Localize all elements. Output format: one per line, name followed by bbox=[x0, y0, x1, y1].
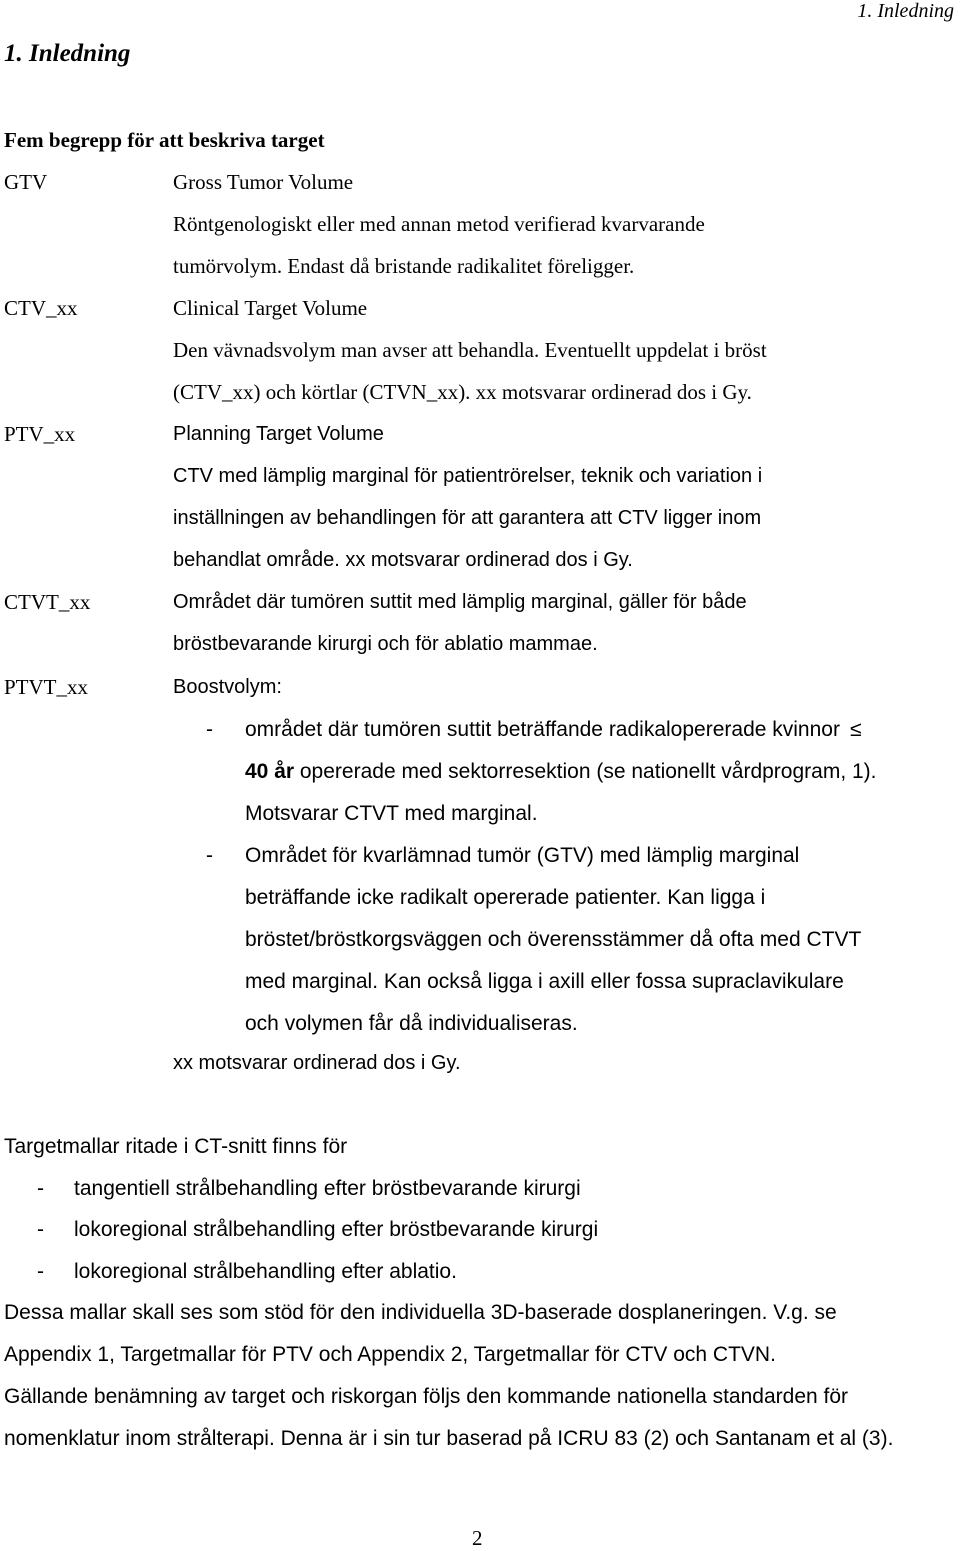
ptvt-bullet2-line: beträffande icke radikalt opererade patienter. Kan ligga i bbox=[245, 886, 766, 909]
bullet-dash: - bbox=[37, 1218, 44, 1241]
bullet-dash: - bbox=[37, 1177, 44, 1200]
gtv-line: Röntgenologiskt eller med annan metod verifierad kvarvarande bbox=[173, 212, 705, 236]
ptvt-closing: xx motsvarar ordinerad dos i Gy. bbox=[173, 1052, 461, 1074]
paragraph-line: Gällande benämning av target och riskorgan följs den kommande nationella standarden för bbox=[4, 1385, 849, 1408]
ptv-line: Planning Target Volume bbox=[173, 423, 384, 445]
term-ctvt: CTVT_xx bbox=[4, 590, 91, 614]
bullet-dash: - bbox=[206, 844, 213, 867]
less-equal-symbol: ≤ bbox=[849, 718, 862, 741]
age-bold: 40 år bbox=[245, 760, 295, 783]
term-ctv: CTV_xx bbox=[4, 296, 78, 320]
term-ptv: PTV_xx bbox=[4, 422, 76, 446]
chapter-title: 1. Inledning bbox=[4, 40, 131, 67]
gtv-line: Gross Tumor Volume bbox=[173, 170, 354, 194]
list-item: tangentiell strålbehandling efter bröstbevarande kirurgi bbox=[74, 1177, 581, 1200]
ptv-line: behandlat område. xx motsvarar ordinerad dos i Gy. bbox=[173, 549, 633, 571]
paragraph-line: Appendix 1, Targetmallar för PTV och Appendix 2, Targetmallar för CTV och CTVN. bbox=[4, 1343, 776, 1366]
term-gtv: GTV bbox=[4, 170, 48, 194]
running-header: 1. Inledning bbox=[857, 0, 954, 22]
ptv-line: inställningen av behandlingen för att garantera att CTV ligger inom bbox=[173, 507, 762, 529]
paragraph-line: Dessa mallar skall ses som stöd för den individuella 3D-baserade dosplaneringen. V.g. se bbox=[4, 1301, 837, 1324]
ctv-line: Den vävnadsvolym man avser att behandla. Eventuellt uppdelat i bröst bbox=[173, 338, 767, 362]
ptv-line: CTV med lämplig marginal för patientrörelser, teknik och variation i bbox=[173, 465, 763, 487]
ptvt-bullet1-line: Motsvarar CTVT med marginal. bbox=[245, 802, 538, 825]
ctv-line: Clinical Target Volume bbox=[173, 296, 368, 320]
ptvt-bullet2-line: bröstet/bröstkorgsväggen och överensstämmer då ofta med CTVT bbox=[245, 928, 862, 951]
list-item: lokoregional strålbehandling efter bröstbevarande kirurgi bbox=[74, 1218, 599, 1241]
term-ptvt: PTVT_xx bbox=[4, 675, 88, 699]
ptvt-intro: Boostvolym: bbox=[173, 676, 282, 698]
ptvt-bullet2-line: med marginal. Kan också ligga i axill eller fossa supraclavikulare bbox=[245, 970, 844, 993]
ctvt-line: Området där tumören suttit med lämplig marginal, gäller för både bbox=[173, 591, 747, 613]
gtv-line: tumörvolym. Endast då bristande radikalitet föreligger. bbox=[173, 254, 635, 278]
bullet-dash: - bbox=[37, 1260, 44, 1283]
ptvt-bullet2-line: och volymen får då individualiseras. bbox=[245, 1012, 578, 1035]
bullet-dash: - bbox=[206, 718, 213, 741]
ctvt-line: bröstbevarande kirurgi och för ablatio mammae. bbox=[173, 633, 598, 655]
ptvt-bullet1-text: området där tumören suttit beträffande radikalopererade kvinnor bbox=[245, 718, 840, 741]
section-title: Fem begrepp för att beskriva target bbox=[4, 128, 325, 152]
paragraph-line: nomenklatur inom strålterapi. Denna är i sin tur baserad på ICRU 83 (2) och Santanam et al (3). bbox=[4, 1427, 894, 1450]
ptvt-bullet1-line bbox=[245, 760, 877, 784]
list-item: lokoregional strålbehandling efter ablatio. bbox=[74, 1260, 457, 1283]
ptvt-bullet2-line: Området för kvarlämnad tumör (GTV) med lämplig marginal bbox=[245, 844, 800, 867]
ctv-line: (CTV_xx) och körtlar (CTVN_xx). xx motsvarar ordinerad dos i Gy. bbox=[173, 380, 752, 404]
ptvt-bullet1-text: opererade med sektorresektion (se nationellt vårdprogram, 1). bbox=[294, 760, 877, 783]
page-number: 2 bbox=[472, 1526, 483, 1550]
ptvt-bullet1-line bbox=[245, 718, 861, 742]
templates-intro: Targetmallar ritade i CT-snitt finns för bbox=[4, 1135, 348, 1158]
